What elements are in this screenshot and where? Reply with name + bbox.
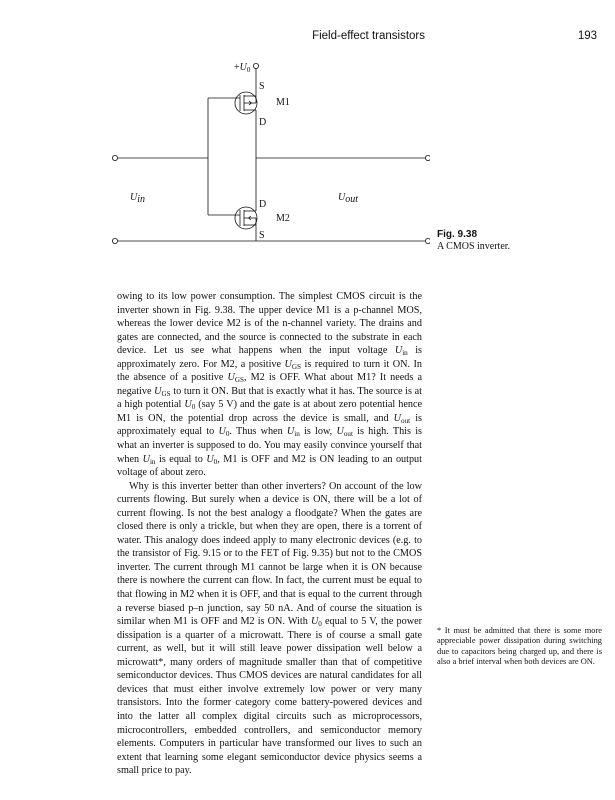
input-upper-terminal [112, 155, 117, 160]
page-number: 193 [577, 30, 597, 42]
m2-source-label: S [259, 230, 265, 241]
page-header [0, 30, 615, 46]
figure-label: Fig. 9.38 [437, 229, 478, 240]
body-text [117, 290, 422, 778]
figure-caption-text: A CMOS inverter. [437, 241, 511, 252]
supply-label: $+U_0$ [234, 62, 251, 74]
m1-label: M1 [276, 97, 290, 108]
paragraph-1: owing to its low power consumption. The simplest CMOS circuit is the inverter shown in Fig. 9.38. The upper device M1 is a p-channel MOS, whereas the lower device M2 is of the n-channel variety. The drains and gates are connected, and the source is connected to the substrate in each device. Let us see what happens when the input voltage $U_{in}$ is approximately zero. For M2, a positive $U_{GS}$ is required to turn it ON. In the absence of a positive $U_{GS}$, M2 is OFF. What about M1? It needs a negative $U_{GS}$ to turn it ON. But that is exactly what it has. The source is at a high potential $U_0$ (say 5 V) and the gate is at about zero potential hence M1 is ON, the potential drop across the device is small, and $U_{out}$ is approximately equal to $U_0$. Thus when $U_{in}$ is low, $U_{out}$ is high. This is what an inverter is supposed to do. You may easily convince yourself that when $U_{in}$ is equal to $U_0$, M1 is OFF and M2 is ON leading to an output voltage of about zero. [117, 291, 423, 479]
m2-drain-label: D [259, 199, 267, 210]
cmos-inverter-figure [110, 58, 430, 258]
m2-label: M2 [276, 213, 290, 224]
footnote: * It must be admitted that there is some more appreciable power dissipation during switching due to capacitors being charged up, and there is also a brief interval when both devices are ON. [437, 626, 602, 667]
output-lower-terminal [425, 238, 430, 243]
figure-caption [437, 229, 607, 253]
output-upper-terminal [425, 155, 430, 160]
input-lower-terminal [112, 238, 117, 243]
input-voltage-label: Uin [130, 192, 146, 205]
running-title: Field-effect transistors [312, 30, 425, 42]
supply-terminal [253, 63, 258, 68]
cmos-inverter-diagram [110, 58, 430, 258]
paragraph-2: Why is this inverter better than other inverters? On account of the low currents flowing. But surely when a device is ON, there will be a lot of current flowing. Is not the best analogy a floodgate? When the gates are closed there is only a trickle, but when they are open, there is a torrent of water. This analogy does indeed apply to many electronic devices (e.g. to the transistor of Fig. 9.15 or to the FET of Fig. 9.35) but not to the CMOS inverter. The current through M1 cannot be large when it is ON because there is nowhere the current can flow. In fact, the current must be equal to that flowing in M2 when it is OFF, and that is equal to the current through a reverse biased p–n junction, say 50 nA. And of course the situation is similar when M1 is OFF and M2 is ON. With $U_0$ equal to 5 V, the power dissipation is a quarter of a microwatt. There is of course a small gate current, as well, but it will still leave power dissipation well below a microwatt*, many orders of magnitude smaller than that of competitive semiconductor devices. Thus CMOS devices are natural candidates for all devices that must either involve extremely low power or very many transistors. Into the former category come battery-powered devices and into the latter all complex digital circuits such as microprocessors, microcontrollers, embedded controllers, and semiconductor memory elements. Computers in particular have transformed our lives to such an extent that learning some elegant semiconductor device physics seems a small price to pay. [117, 480, 422, 777]
output-voltage-label: Uout [338, 192, 359, 205]
m1-source-label: S [259, 81, 265, 92]
m1-drain-label: D [259, 117, 267, 128]
